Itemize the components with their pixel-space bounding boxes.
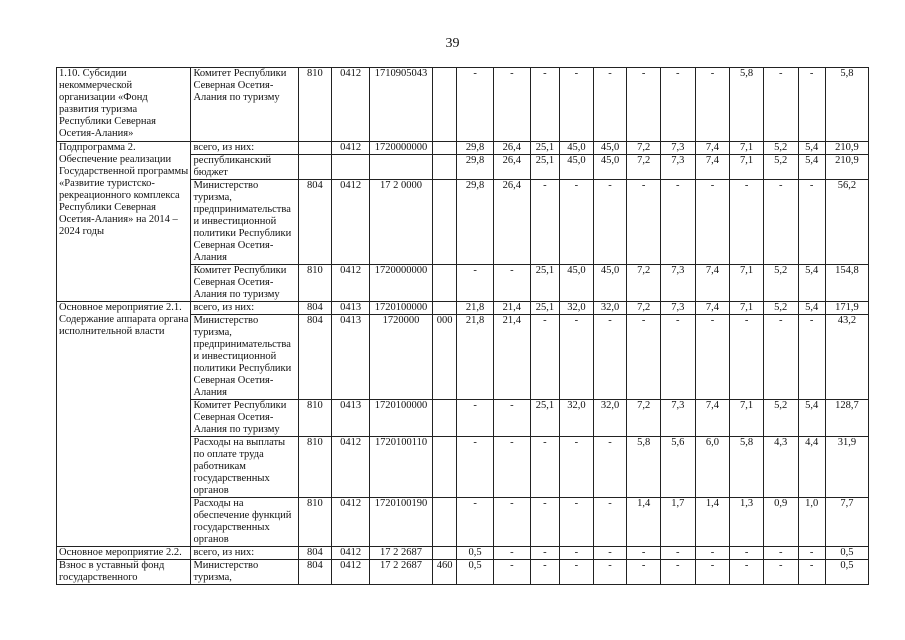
value-cell: 7,1 [730,265,764,302]
rzpr-cell: 0412 [332,265,370,302]
rzpr-cell: 0413 [332,302,370,315]
value-cell: - [530,498,559,547]
value-cell: - [763,180,798,265]
value-cell: - [660,315,695,400]
executor-cell: всего, из них: [191,142,298,155]
value-cell: 21,8 [457,315,494,400]
value-cell: - [457,400,494,437]
rzpr-cell: 0412 [332,180,370,265]
value-cell: - [763,315,798,400]
executor-cell: Расходы на обеспечение функций государственных органов [191,498,298,547]
executor-cell: всего, из них: [191,302,298,315]
value-cell: 26,4 [493,180,530,265]
value-cell: 29,8 [457,180,494,265]
value-cell: 7,3 [660,265,695,302]
value-cell: 7,4 [695,142,730,155]
total-cell: 5,8 [825,68,868,142]
value-cell: 1,7 [660,498,695,547]
value-cell: 7,3 [660,155,695,180]
value-cell: 32,0 [560,302,594,315]
value-cell: - [660,180,695,265]
value-cell: 5,4 [798,302,825,315]
csr-cell: 17 2 2687 [370,560,433,585]
value-cell: - [457,437,494,498]
grbs-cell: 804 [298,180,332,265]
grbs-cell: 804 [298,315,332,400]
grbs-cell: 810 [298,265,332,302]
value-cell: - [593,437,627,498]
value-cell: 7,1 [730,142,764,155]
value-cell: - [798,180,825,265]
value-cell: - [627,68,661,142]
total-cell: 43,2 [825,315,868,400]
value-cell: 1,0 [798,498,825,547]
value-cell: - [695,315,730,400]
value-cell: 7,2 [627,265,661,302]
executor-cell: Комитет Республики Северная Осетия-Алания по туризму [191,400,298,437]
table-row [57,547,869,560]
value-cell: - [493,560,530,585]
value-cell: - [798,560,825,585]
value-cell: - [695,68,730,142]
total-cell: 0,5 [825,560,868,585]
grbs-cell: 810 [298,68,332,142]
rzpr-cell: 0412 [332,68,370,142]
value-cell: - [493,547,530,560]
value-cell: - [457,498,494,547]
csr-cell: 17 2 0000 [370,180,433,265]
rzpr-cell: 0412 [332,547,370,560]
vr-cell [433,180,457,265]
value-cell: 1,4 [627,498,661,547]
value-cell: - [560,547,594,560]
value-cell: 45,0 [560,142,594,155]
value-cell: - [593,498,627,547]
value-cell: - [660,560,695,585]
grbs-cell: 804 [298,302,332,315]
total-cell: 128,7 [825,400,868,437]
table-body [57,68,869,585]
value-cell: - [730,547,764,560]
vr-cell: 460 [433,560,457,585]
csr-cell: 1710905043 [370,68,433,142]
value-cell: - [457,265,494,302]
vr-cell [433,498,457,547]
value-cell: 7,4 [695,302,730,315]
value-cell: - [530,547,559,560]
value-cell: 25,1 [530,400,559,437]
total-cell: 154,8 [825,265,868,302]
executor-cell: Расходы на выплаты по оплате труда работникам государственных органов [191,437,298,498]
value-cell: - [763,68,798,142]
value-cell: 5,8 [627,437,661,498]
value-cell: 21,8 [457,302,494,315]
csr-cell: 1720000 [370,315,433,400]
value-cell: 4,3 [763,437,798,498]
value-cell: 45,0 [593,142,627,155]
total-cell: 56,2 [825,180,868,265]
row-label: Основное мероприятие 2.2. [57,547,191,560]
value-cell: 7,2 [627,400,661,437]
executor-cell: Министерство туризма, предпринимательства и инвестиционной политики Республики Северная Осетия-Алания [191,315,298,400]
csr-cell: 1720100110 [370,437,433,498]
value-cell: 25,1 [530,265,559,302]
row-label: Подпрограмма 2. Обеспечение реализации Государственной программы «Развитие туристско-рекреационного комплекса Республики Северная Осетия-Алания» на 2014 – 2024 годы [57,142,191,302]
value-cell: - [493,265,530,302]
grbs-cell: 804 [298,560,332,585]
value-cell: - [660,547,695,560]
csr-cell: 1720100190 [370,498,433,547]
value-cell: - [763,560,798,585]
executor-cell: Комитет Республики Северная Осетия-Алания по туризму [191,68,298,142]
value-cell: 45,0 [560,265,594,302]
value-cell: - [798,315,825,400]
table-row [57,302,869,315]
value-cell: 5,8 [730,437,764,498]
executor-cell: Министерство туризма, предпринимательства и инвестиционной политики Республики Северная Осетия-Алания [191,180,298,265]
value-cell: 7,1 [730,155,764,180]
executor-cell: всего, из них: [191,547,298,560]
executor-cell: республиканский бюджет [191,155,298,180]
value-cell: 5,4 [798,155,825,180]
value-cell: - [627,180,661,265]
value-cell: 1,4 [695,498,730,547]
value-cell: - [695,560,730,585]
rzpr-cell [332,155,370,180]
value-cell: 21,4 [493,302,530,315]
value-cell: 1,3 [730,498,764,547]
grbs-cell: 810 [298,498,332,547]
value-cell: - [593,315,627,400]
value-cell: - [493,68,530,142]
rzpr-cell: 0412 [332,498,370,547]
value-cell: 29,8 [457,155,494,180]
csr-cell: 1720100000 [370,400,433,437]
table-row [57,142,869,155]
value-cell: - [695,180,730,265]
value-cell: - [560,437,594,498]
value-cell: 45,0 [593,265,627,302]
grbs-cell: 804 [298,547,332,560]
value-cell: - [627,315,661,400]
grbs-cell: 810 [298,437,332,498]
csr-cell: 1720000000 [370,142,433,155]
value-cell: - [530,560,559,585]
value-cell: - [530,180,559,265]
value-cell: - [695,547,730,560]
value-cell: - [457,68,494,142]
value-cell: 5,2 [763,142,798,155]
value-cell: - [493,498,530,547]
value-cell: - [493,400,530,437]
value-cell: 45,0 [560,155,594,180]
value-cell: - [798,547,825,560]
value-cell: - [593,560,627,585]
value-cell: - [593,180,627,265]
csr-cell: 1720000000 [370,265,433,302]
page-number: 39 [445,36,460,51]
rzpr-cell: 0413 [332,400,370,437]
table-row [57,560,869,585]
csr-cell [370,155,433,180]
value-cell: 7,3 [660,142,695,155]
value-cell: - [560,560,594,585]
value-cell: - [560,68,594,142]
value-cell: 7,3 [660,400,695,437]
value-cell: - [593,68,627,142]
executor-cell: Комитет Республики Северная Осетия-Алания по туризму [191,265,298,302]
vr-cell [433,547,457,560]
value-cell: - [627,560,661,585]
value-cell: 7,2 [627,155,661,180]
value-cell: 7,4 [695,400,730,437]
total-cell: 7,7 [825,498,868,547]
value-cell: 32,0 [593,302,627,315]
row-label: 1.10. Субсидии некоммерческой организации «Фонд развития туризма Республики Северная Осетия-Алания» [57,68,191,142]
total-cell: 210,9 [825,142,868,155]
value-cell: 26,4 [493,142,530,155]
value-cell: - [530,315,559,400]
value-cell: - [660,68,695,142]
value-cell: 0,5 [457,547,494,560]
value-cell: 7,2 [627,302,661,315]
value-cell: - [560,315,594,400]
value-cell: 32,0 [560,400,594,437]
value-cell: 5,4 [798,142,825,155]
value-cell: - [763,547,798,560]
value-cell: 7,4 [695,265,730,302]
value-cell: - [560,498,594,547]
vr-cell [433,155,457,180]
total-cell: 0,5 [825,547,868,560]
value-cell: 0,9 [763,498,798,547]
value-cell: - [730,315,764,400]
value-cell: 7,1 [730,400,764,437]
value-cell: - [730,560,764,585]
value-cell: 5,2 [763,400,798,437]
value-cell: 5,4 [798,400,825,437]
value-cell: 25,1 [530,142,559,155]
total-cell: 171,9 [825,302,868,315]
total-cell: 31,9 [825,437,868,498]
value-cell: - [530,68,559,142]
value-cell: 25,1 [530,155,559,180]
value-cell: 32,0 [593,400,627,437]
value-cell: 5,4 [798,265,825,302]
value-cell: 7,3 [660,302,695,315]
vr-cell [433,302,457,315]
value-cell: 5,2 [763,302,798,315]
value-cell: 5,2 [763,265,798,302]
value-cell: 5,8 [730,68,764,142]
vr-cell [433,265,457,302]
value-cell: 21,4 [493,315,530,400]
value-cell: 6,0 [695,437,730,498]
value-cell: 5,6 [660,437,695,498]
rzpr-cell: 0413 [332,315,370,400]
grbs-cell [298,142,332,155]
total-cell: 210,9 [825,155,868,180]
rzpr-cell: 0412 [332,560,370,585]
value-cell: 25,1 [530,302,559,315]
vr-cell: 000 [433,315,457,400]
budget-table [56,67,869,585]
value-cell: 26,4 [493,155,530,180]
value-cell: 29,8 [457,142,494,155]
grbs-cell [298,155,332,180]
value-cell: - [493,437,530,498]
vr-cell [433,400,457,437]
table-row [57,68,869,142]
value-cell: - [798,68,825,142]
value-cell: 7,1 [730,302,764,315]
executor-cell: Министерство туризма, [191,560,298,585]
value-cell: 7,2 [627,142,661,155]
csr-cell: 17 2 2687 [370,547,433,560]
value-cell: 0,5 [457,560,494,585]
value-cell: 45,0 [593,155,627,180]
value-cell: - [530,437,559,498]
grbs-cell: 810 [298,400,332,437]
value-cell: 4,4 [798,437,825,498]
vr-cell [433,142,457,155]
csr-cell: 1720100000 [370,302,433,315]
value-cell: - [560,180,594,265]
value-cell: 7,4 [695,155,730,180]
vr-cell [433,437,457,498]
rzpr-cell: 0412 [332,437,370,498]
value-cell: - [627,547,661,560]
value-cell: - [730,180,764,265]
row-label: Взнос в уставный фонд государственного [57,560,191,585]
vr-cell [433,68,457,142]
row-label: Основное мероприятие 2.1. Содержание аппарата органа исполнительной власти [57,302,191,547]
value-cell: - [593,547,627,560]
rzpr-cell: 0412 [332,142,370,155]
value-cell: 5,2 [763,155,798,180]
